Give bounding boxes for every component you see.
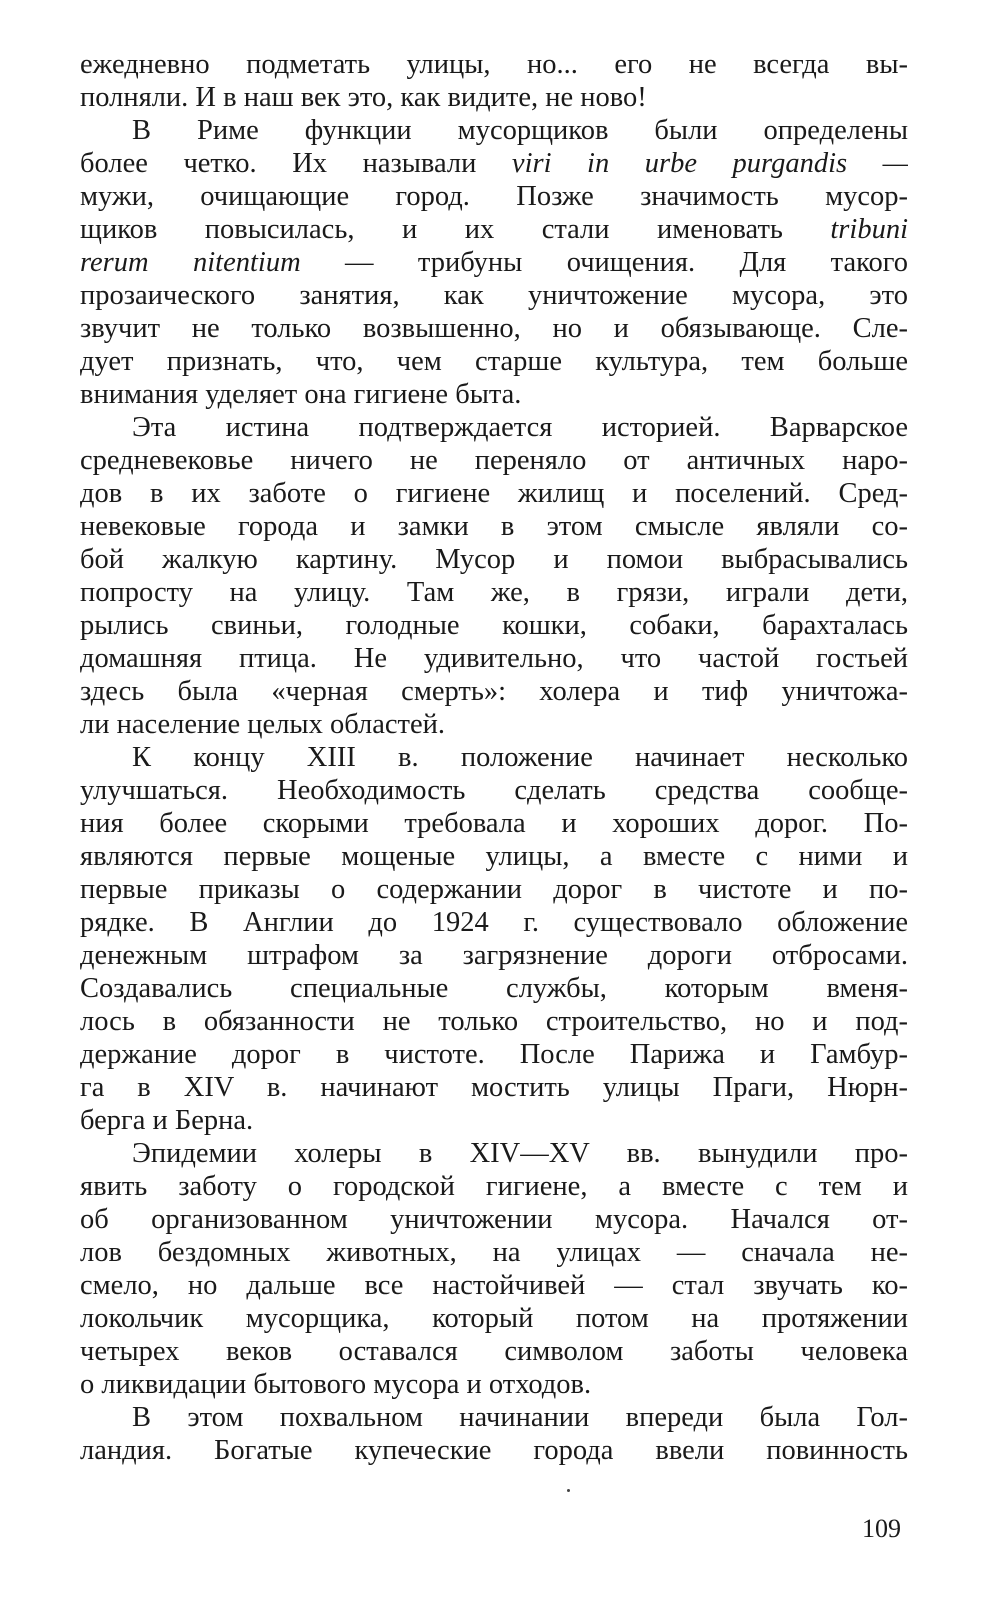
text-fragment: более четко. Их называли (80, 148, 512, 179)
text-line: берга и Берна. (80, 1105, 254, 1136)
text-line: локольчик мусорщика, который потом на протяжении (80, 1303, 908, 1334)
latin-term: viri in urbe purgandis — (511, 148, 908, 179)
text-line: об организованном уничтожении мусора. Начался от- (80, 1204, 908, 1235)
text-line: внимания уделяет она гигиене быта. (80, 379, 522, 410)
text-line: невековые города и замки в этом смысле являли со- (80, 511, 908, 542)
page-number: 109 (862, 1514, 901, 1543)
text-line: четырех веков оставался символом заботы человека (80, 1336, 908, 1367)
text-line (80, 213, 908, 246)
latin-term: rerum nitentium (80, 247, 301, 278)
text-line: здесь была «черная смерть»: холера и тиф уничтожа- (80, 676, 908, 707)
book-page-text (80, 48, 908, 1467)
text-fragment: щиков повысилась, и их стали именовать (80, 214, 831, 245)
text-line: ежедневно подметать улицы, но... его не всегда вы- (80, 49, 908, 80)
paragraph-start-line: В Риме функции мусорщиков были определены (132, 115, 908, 146)
text-line: лов бездомных животных, на улицах — сначала не- (80, 1237, 908, 1268)
text-line (80, 246, 908, 279)
text-line: держание дорог в чистоте. После Парижа и Гамбур- (80, 1039, 908, 1070)
print-speck (567, 1489, 570, 1492)
text-line (80, 147, 908, 180)
text-line: о ликвидации бытового мусора и отходов. (80, 1369, 592, 1400)
text-line: улучшаться. Необходимость сделать средства сообще- (80, 775, 908, 806)
latin-term: tribuni (830, 214, 908, 245)
text-line: бой жалкую картину. Мусор и помои выбрасывались (80, 544, 908, 575)
text-line: лось в обязанности не только строительство, но и под- (80, 1006, 908, 1037)
text-line: прозаического занятия, как уничтожение мусора, это (80, 280, 908, 311)
text-line: га в XIV в. начинают мостить улицы Праги, Нюрн- (80, 1072, 908, 1103)
text-line: первые приказы о содержании дорог в чистоте и по- (80, 874, 908, 905)
text-line: рылись свиньи, голодные кошки, собаки, барахталась (80, 610, 908, 641)
text-line: явить заботу о городской гигиене, а вместе с тем и (80, 1171, 908, 1202)
paragraph-start-line: Эпидемии холеры в XIV—XV вв. вынудили про- (132, 1138, 908, 1169)
text-line: ния более скорыми требовала и хороших дорог. По- (80, 808, 908, 839)
text-line: денежным штрафом за загрязнение дороги отбросами. (80, 940, 908, 971)
text-line: дов в их заботе о гигиене жилищ и поселений. Сред- (80, 478, 908, 509)
text-line: являются первые мощеные улицы, а вместе с ними и (80, 841, 908, 872)
text-line: звучит не только возвышенно, но и обязывающе. Сле- (80, 313, 908, 344)
paragraph-start-line: В этом похвальном начинании впереди была Гол- (132, 1402, 908, 1433)
text-line: попросту на улицу. Там же, в грязи, играли дети, (80, 577, 908, 608)
text-line: рядке. В Англии до 1924 г. существовало обложение (80, 907, 908, 938)
text-line: домашняя птица. Не удивительно, что частой гостьей (80, 643, 908, 674)
text-line: средневековье ничего не переняло от античных наро- (80, 445, 908, 476)
text-line: полняли. И в наш век это, как видите, не ново! (80, 82, 647, 113)
text-line: смело, но дальше все настойчивей — стал звучать ко- (80, 1270, 908, 1301)
text-fragment: — трибуны очищения. Для такого (300, 247, 908, 278)
text-line: Создавались специальные службы, которым вменя- (80, 973, 908, 1004)
paragraph-start-line: К концу XIII в. положение начинает несколько (132, 742, 908, 773)
text-line: мужи, очищающие город. Позже значимость мусор- (80, 181, 908, 212)
paragraph-start-line: Эта истина подтверждается историей. Варварское (132, 412, 908, 443)
text-line: ли население целых областей. (80, 709, 445, 740)
text-line: дует признать, что, чем старше культура, тем больше (80, 346, 908, 377)
text-line: ландия. Богатые купеческие города ввели повинность (80, 1435, 908, 1466)
